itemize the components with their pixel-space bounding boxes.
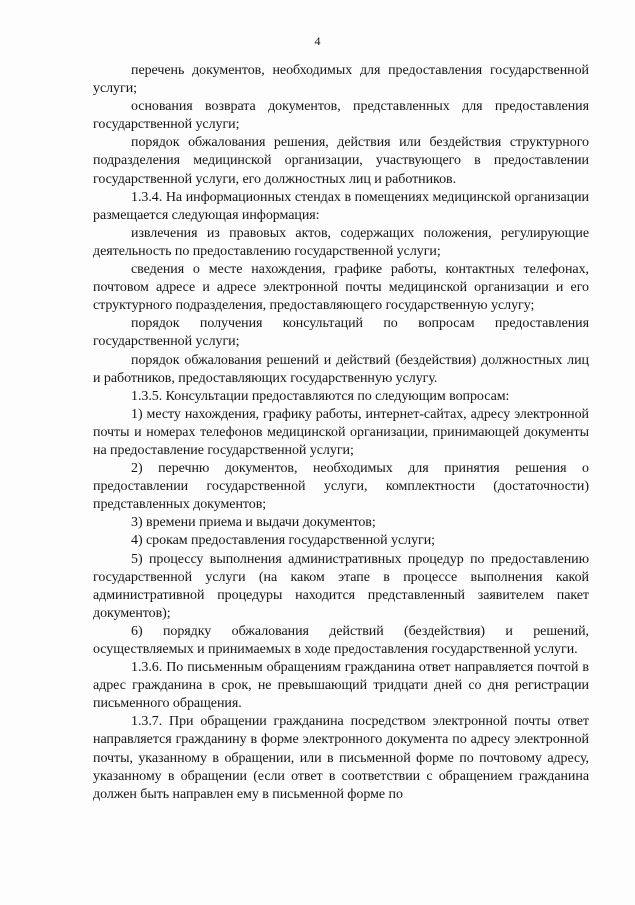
paragraph: 5) процессу выполнения административных процедур по предоставлению государственной услуги (на каком этапе в процессе выполнения какой административной процедуры находится представленный заявителем пакет документов); [93, 551, 589, 621]
paragraph: порядок обжалования решения, действия или бездействия структурного подразделения медицинской организации, участвующего в предоставлении государственной услуги, его должностных лиц и работников. [93, 135, 589, 187]
paragraph: 1) месту нахождения, графику работы, интернет-сайтах, адресу электронной почты и номерах телефонов медицинской организации, принимающей документы на предоставление государственной услуги; [93, 406, 589, 458]
paragraph: 4) срокам предоставления государственной услуги; [131, 533, 436, 549]
paragraph: порядок получения консультаций по вопросам предоставления государственной услуги; [93, 316, 589, 350]
page-number: 4 [314, 34, 321, 48]
paragraph: сведения о месте нахождения, графике работы, контактных телефонах, почтовом адресе и адресе электронной почты медицинской организации и его структурного подразделения, предоставляющего государственную услугу; [93, 262, 589, 314]
paragraph: 1.3.7. При обращении гражданина посредством электронной почты ответ направляется гражданину в форме электронного документа по адресу электронной почты, указанному в обращении, или в письменной форме по почтовому адресу, указанному в обращении (если ответ в соответствии с обращением гражданина должен быть направлен ему в письменной форме по [93, 714, 589, 802]
paragraph: 2) перечню документов, необходимых для принятия решения о предоставлении государственной услуги, комплектности (достаточности) представленных документов; [93, 461, 589, 513]
document-body [93, 62, 589, 804]
paragraph: порядок обжалования решений и действий (бездействия) должностных лиц и работников, предоставляющих государственную услугу. [93, 352, 589, 386]
paragraph: извлечения из правовых актов, содержащих положения, регулирующие деятельность по предоставлению государственной услуги; [93, 225, 589, 259]
paragraph: перечень документов, необходимых для предоставления государственной услуги; [93, 63, 589, 97]
paragraph: 1.3.4. На информационных стендах в помещениях медицинской организации размещается следующая информация: [93, 189, 589, 223]
paragraph: 3) времени приема и выдачи документов; [131, 515, 376, 531]
paragraph: основания возврата документов, представленных для предоставления государственной услуги; [93, 99, 589, 133]
paragraph: 1.3.6. По письменным обращениям гражданина ответ направляется почтой в адрес гражданина в срок, не превышающий тридцати дней со дня регистрации письменного обращения. [93, 660, 589, 712]
paragraph: 1.3.5. Консультации предоставляются по следующим вопросам: [131, 388, 510, 404]
paragraph: 6) порядку обжалования действий (бездействия) и решений, осуществляемых и принимаемых в ходе предоставления государственной услуги. [93, 623, 589, 657]
